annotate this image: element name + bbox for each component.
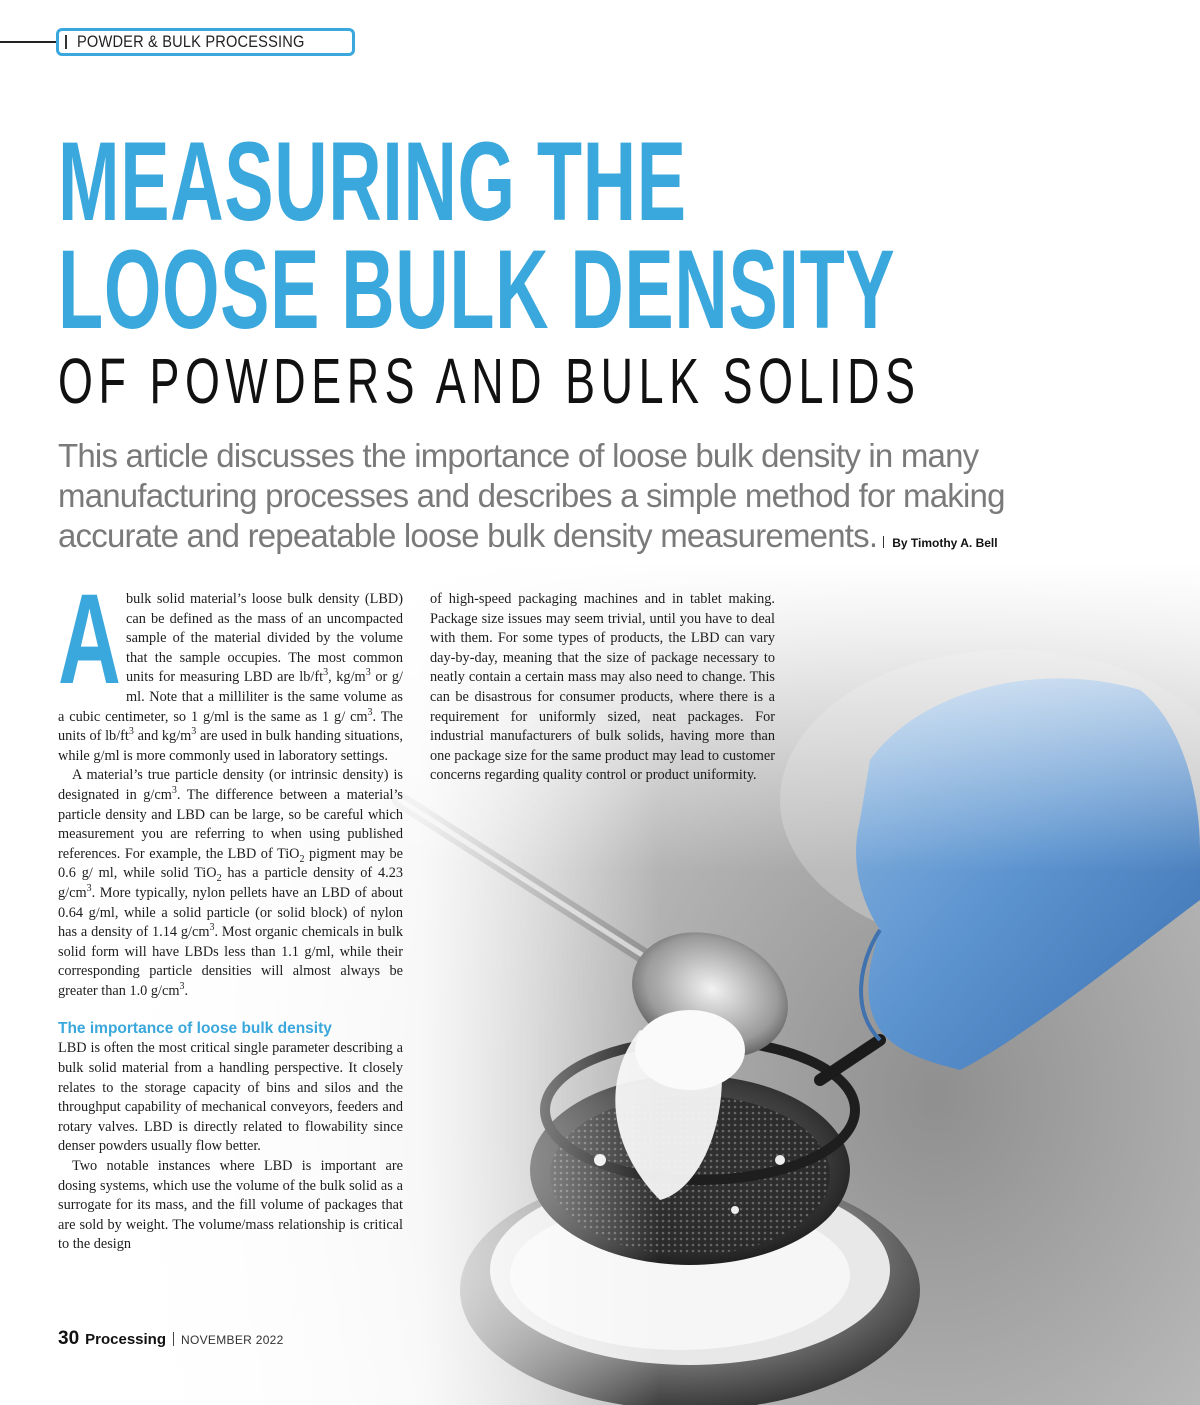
dek-line [58,516,998,563]
dek-line: manufacturing processes and describes a simple method for making [58,477,1005,514]
article-dek [58,436,1005,563]
byline-divider [883,536,884,548]
footer-divider [173,1332,174,1346]
byline: By Timothy A. Bell [892,536,998,550]
page-number: 30 [58,1328,80,1349]
body-column-1 [58,568,404,1255]
dek-line-text: accurate and repeatable loose bulk density measurements. [58,517,878,554]
article-subtitle: OF POWDERS AND BULK SOLIDS [58,345,921,417]
section-rule [0,41,58,43]
drop-cap: A [58,568,121,711]
body-paragraph: Two notable instances where LBD is important are dosing systems, which use the volume of the bulk solid as a surrogate for its mass, and the fill volume of packages that are sold by weight. The volume/mass relationship is critical to the design [58,1158,403,1253]
issue-date: NOVEMBER 2022 [181,1333,284,1347]
title-line: MEASURING THE [58,119,687,244]
publication-name: Processing [85,1331,167,1348]
title-line: LOOSE BULK DENSITY [58,227,896,352]
dek-line: This article discusses the importance of loose bulk density in many [58,437,979,474]
article-title [58,119,896,352]
body-paragraph: A material’s true particle density (or intrinsic density) is designated in $g/cm^3$. The difference between a material’s particle density and LBD can be large, so be careful which measurement you are referring to when using published references. For example, the LBD of TiO$_2$ pigment may be 0.6 g/ ml, while solid TiO$_2$ has a particle density of 4.23 $g/cm^3$. More typically, nylon pellets have an LBD of about 0.64 g/ml, while a solid particle (or solid block) of nylon has a density of 1.14 $g/cm^3$. Most organic chemicals in bulk solid form will have LBDs less than 1.1 g/ml, while their corresponding particle densities will almost always be greater than 1.0 $g/cm^3$. [58,767,404,999]
section-divider-icon [65,35,67,49]
body-paragraph: LBD is often the most critical single parameter describing a bulk solid material from a handling perspective. It closely relates to the storage capacity of bins and silos and the throughput capability of mechanical conveyors, feeders and rotary valves. LBD is directly related to flowability since denser powders usually flow better. [58,1040,403,1155]
body-paragraph: Abulk solid material’s loose bulk density (LBD) can be defined as the mass of an uncompacted sample of the material divided by the volume that the sample occupies. The most common units for measuring LBD are $lb/ft^3$, $kg/m^3$ or g/ ml. Note that a milliliter is the same volume as a cubic centimeter, so 1 g/ml is the same as 1 g/ $cm^3$. The units of $lb/ft^3$ and $kg/m^3$ are used in bulk handing situations, while g/ml is more commonly used in laboratory settings. [58,568,403,764]
section-subhead: The importance of loose bulk density [58,1020,332,1038]
section-label: POWDER & BULK PROCESSING [77,32,305,51]
body-column-2 [430,590,775,786]
section-tab [56,28,355,56]
page-footer [58,1328,284,1350]
body-paragraph: of high-speed packaging machines and in tablet making. Package size issues may seem trivial, until you have to deal with them. For some types of products, the LBD can vary day-by-day, meaning that the size of package necessary to neatly contain a certain mass may also need to change. This can be disastrous for consumer products, where there is a requirement for uniformly sized, neat packages. For industrial manufacturers of bulk solids, having more than one package size for the same product may lead to customer concerns regarding quality control or product uniformity. [430,591,775,784]
